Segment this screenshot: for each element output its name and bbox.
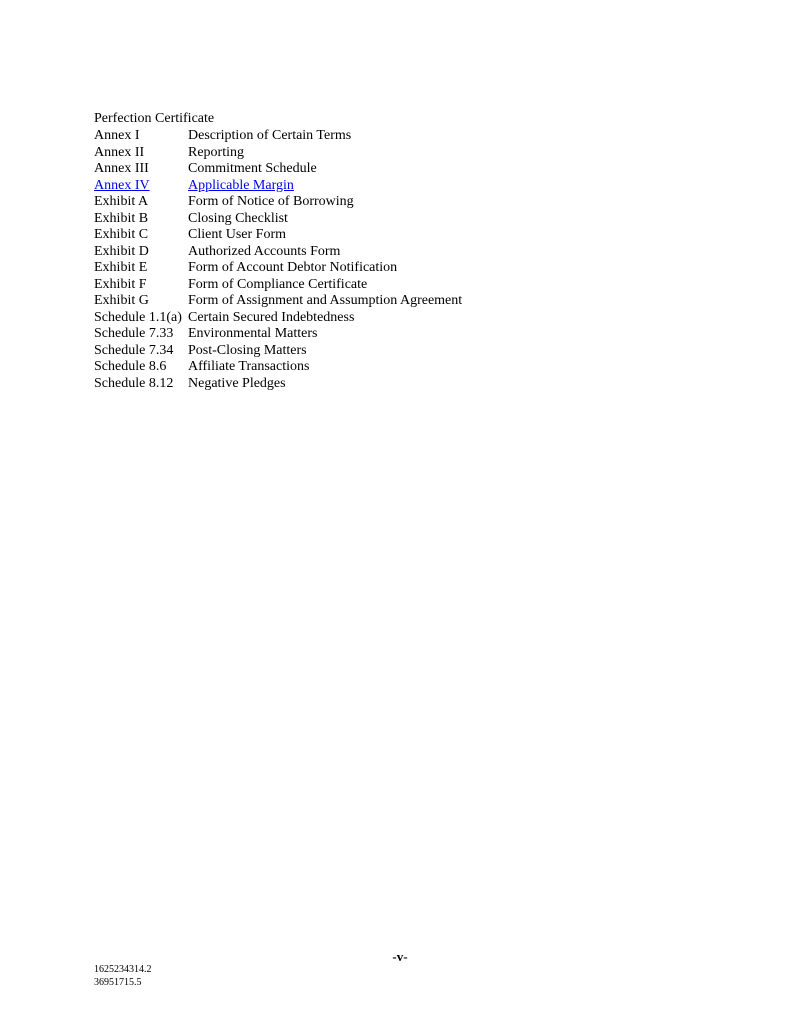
- section-heading: Perfection Certificate: [94, 111, 215, 126]
- entry-label: Annex II: [94, 144, 145, 160]
- entry-label: Annex I: [94, 128, 140, 143]
- entry-description: Negative Pledges: [188, 375, 286, 391]
- list-item: [94, 211, 462, 228]
- list-item: [94, 293, 462, 310]
- exhibit-list: [94, 128, 462, 392]
- entry-description: Reporting: [188, 144, 244, 160]
- list-item: [94, 128, 462, 145]
- entry-label: Annex III: [94, 161, 149, 176]
- entry-description: Environmental Matters: [188, 326, 318, 341]
- entry-description: Form of Notice of Borrowing: [188, 194, 354, 209]
- list-item-link: [94, 178, 462, 195]
- entry-description: Authorized Accounts Form: [188, 243, 341, 259]
- list-item: [94, 227, 462, 244]
- entry-label: Schedule 7.34: [94, 342, 174, 358]
- entry-label: Exhibit F: [94, 276, 147, 292]
- entry-label: Exhibit A: [94, 194, 149, 209]
- entry-description: Description of Certain Terms: [188, 128, 352, 143]
- entry-label: Exhibit E: [94, 260, 148, 275]
- entry-label: Exhibit G: [94, 293, 149, 308]
- document-id: 36951715.5: [94, 976, 142, 988]
- page-number: -v-: [392, 949, 408, 964]
- list-item: [94, 145, 462, 162]
- entry-description: Form of Compliance Certificate: [188, 276, 368, 292]
- list-item: [94, 376, 462, 393]
- list-item: [94, 277, 462, 294]
- entry-label: Exhibit B: [94, 210, 149, 226]
- list-item: [94, 260, 462, 277]
- entry-description: Form of Assignment and Assumption Agreement: [188, 293, 463, 308]
- document-id: 1625234314.2: [94, 964, 152, 975]
- list-item: [94, 310, 462, 327]
- list-item: [94, 326, 462, 343]
- entry-description: Commitment Schedule: [188, 161, 317, 176]
- entry-label: Schedule 7.33: [94, 326, 174, 341]
- entry-label: Schedule 8.12: [94, 375, 174, 391]
- document-ids: [94, 964, 152, 989]
- entry-description: Client User Form: [188, 227, 286, 242]
- list-item: [94, 343, 462, 360]
- entry-label: Schedule 8.6: [94, 359, 167, 374]
- list-item: [94, 161, 462, 178]
- entry-description: Closing Checklist: [188, 210, 288, 226]
- entry-description: Affiliate Transactions: [188, 359, 310, 374]
- entry-label: Exhibit D: [94, 243, 149, 259]
- entry-label: Exhibit C: [94, 227, 149, 242]
- list-item: [94, 244, 462, 261]
- annex-iv-link[interactable]: Annex IV: [94, 177, 150, 193]
- list-item: [94, 194, 462, 211]
- applicable-margin-link[interactable]: Applicable Margin: [188, 177, 294, 193]
- entry-label: Schedule 1.1(a): [94, 309, 182, 325]
- entry-description: Post-Closing Matters: [188, 342, 307, 358]
- entry-description: Certain Secured Indebtedness: [188, 309, 355, 325]
- entry-description: Form of Account Debtor Notification: [188, 260, 398, 275]
- list-item: [94, 359, 462, 376]
